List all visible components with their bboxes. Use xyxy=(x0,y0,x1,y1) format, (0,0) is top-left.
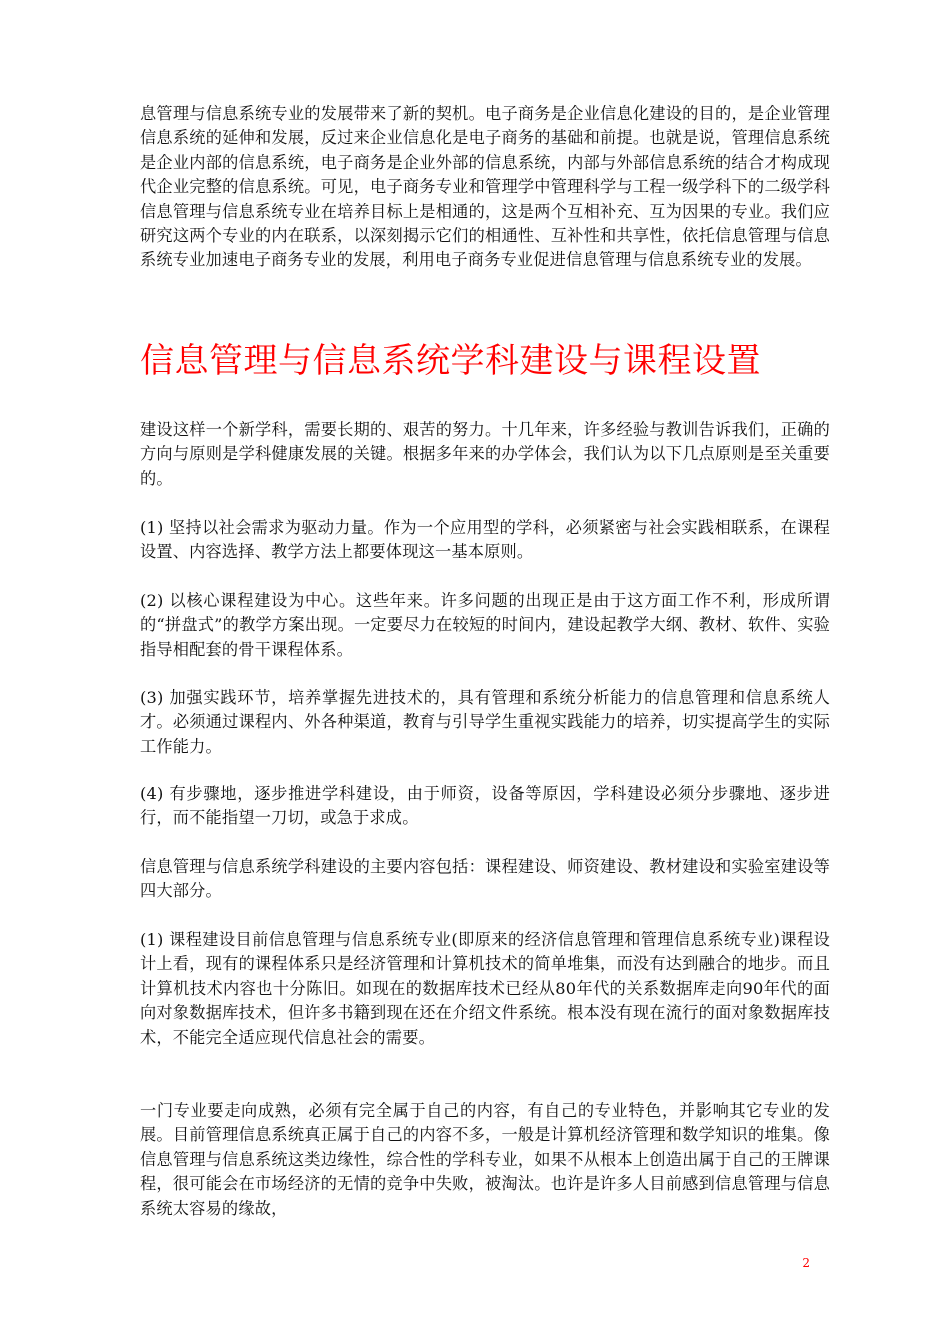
section-heading: 信息管理与信息系统学科建设与课程设置 xyxy=(140,341,761,381)
paragraph-5: (4) 有步骤地，逐步推进学科建设，由于师资，设备等原因，学科建设必须分步骤地、逐步进行，而不能指望一刀切，或急于求成。 xyxy=(140,784,830,828)
paragraph-7: (1) 课程建设目前信息管理与信息系统专业(即原来的经济信息管理和管理信息系统专业)课程设计上看，现有的课程体系只是经济管理和计算机技术的简单堆集，而没有达到融合的地步。而且计算机技术内容也十分陈旧。如现在的数据库技术已经从80年代的关系数据库走向90年代的面向对象数据库技术，但许多书籍到现在还在介绍文件系统。根本没有现在流行的面对象数据库技术，不能完全适应现代信息社会的需要。 xyxy=(140,930,830,1047)
paragraph-8: 一门专业要走向成熟，必须有完全属于自己的内容，有自己的专业特色，并影响其它专业的发展。目前管理信息系统真正属于自己的内容不多，一般是计算机经济管理和数学知识的堆集。像信息管理与信息系统这类边缘性，综合性的学科专业，如果不从根本上创造出属于自己的王牌课程，很可能会在市场经济的无情的竞争中失败，被淘汰。也许是许多人目前感到信息管理与信息系统太容易的缘故， xyxy=(140,1101,830,1218)
paragraph-6: 信息管理与信息系统学科建设的主要内容包括：课程建设、师资建设、教材建设和实验室建设等四大部分。 xyxy=(140,857,830,901)
paragraph-intro: 息管理与信息系统专业的发展带来了新的契机。电子商务是企业信息化建设的目的，是企业管理信息系统的延伸和发展，反过来企业信息化是电子商务的基础和前提。也就是说，管理信息系统是企业内部的信息系统，电子商务是企业外部的信息系统，内部与外部信息系统的结合才构成现代企业完整的信息系统。可见，电子商务专业和管理学中管理科学与工程一级学科下的二级学科信息管理与信息系统专业在培养目标上是相通的，这是两个互相补充、互为因果的专业。我们应研究这两个专业的内在联系，以深刻揭示它们的相通性、互补性和共享性，依托信息管理与信息系统专业加速电子商务专业的发展，利用电子商务专业促进信息管理与信息系统专业的发展。 xyxy=(140,104,830,270)
paragraph-2: (1) 坚持以社会需求为驱动力量。作为一个应用型的学科，必须紧密与社会实践相联系，在课程设置、内容选择、教学方法上都要体现这一基本原则。 xyxy=(140,518,830,562)
paragraph-4: (3) 加强实践环节，培养掌握先进技术的，具有管理和系统分析能力的信息管理和信息系统人才。必须通过课程内、外各种渠道，教育与引导学生重视实践能力的培养，切实提高学生的实际工作能力。 xyxy=(140,688,830,756)
page-number: 2 xyxy=(802,1256,810,1270)
paragraph-3: (2) 以核心课程建设为中心。这些年来。许多问题的出现正是由于这方面工作不利，形成所谓的“拼盘式”的教学方案出现。一定要尽力在较短的时间内，建设起教学大纲、教材、软件、实验指导相配套的骨干课程体系。 xyxy=(140,591,830,659)
paragraph-1: 建设这样一个新学科，需要长期的、艰苦的努力。十几年来，许多经验与教训告诉我们，正确的方向与原则是学科健康发展的关键。根据多年来的办学体会，我们认为以下几点原则是至关重要的。 xyxy=(140,420,830,488)
